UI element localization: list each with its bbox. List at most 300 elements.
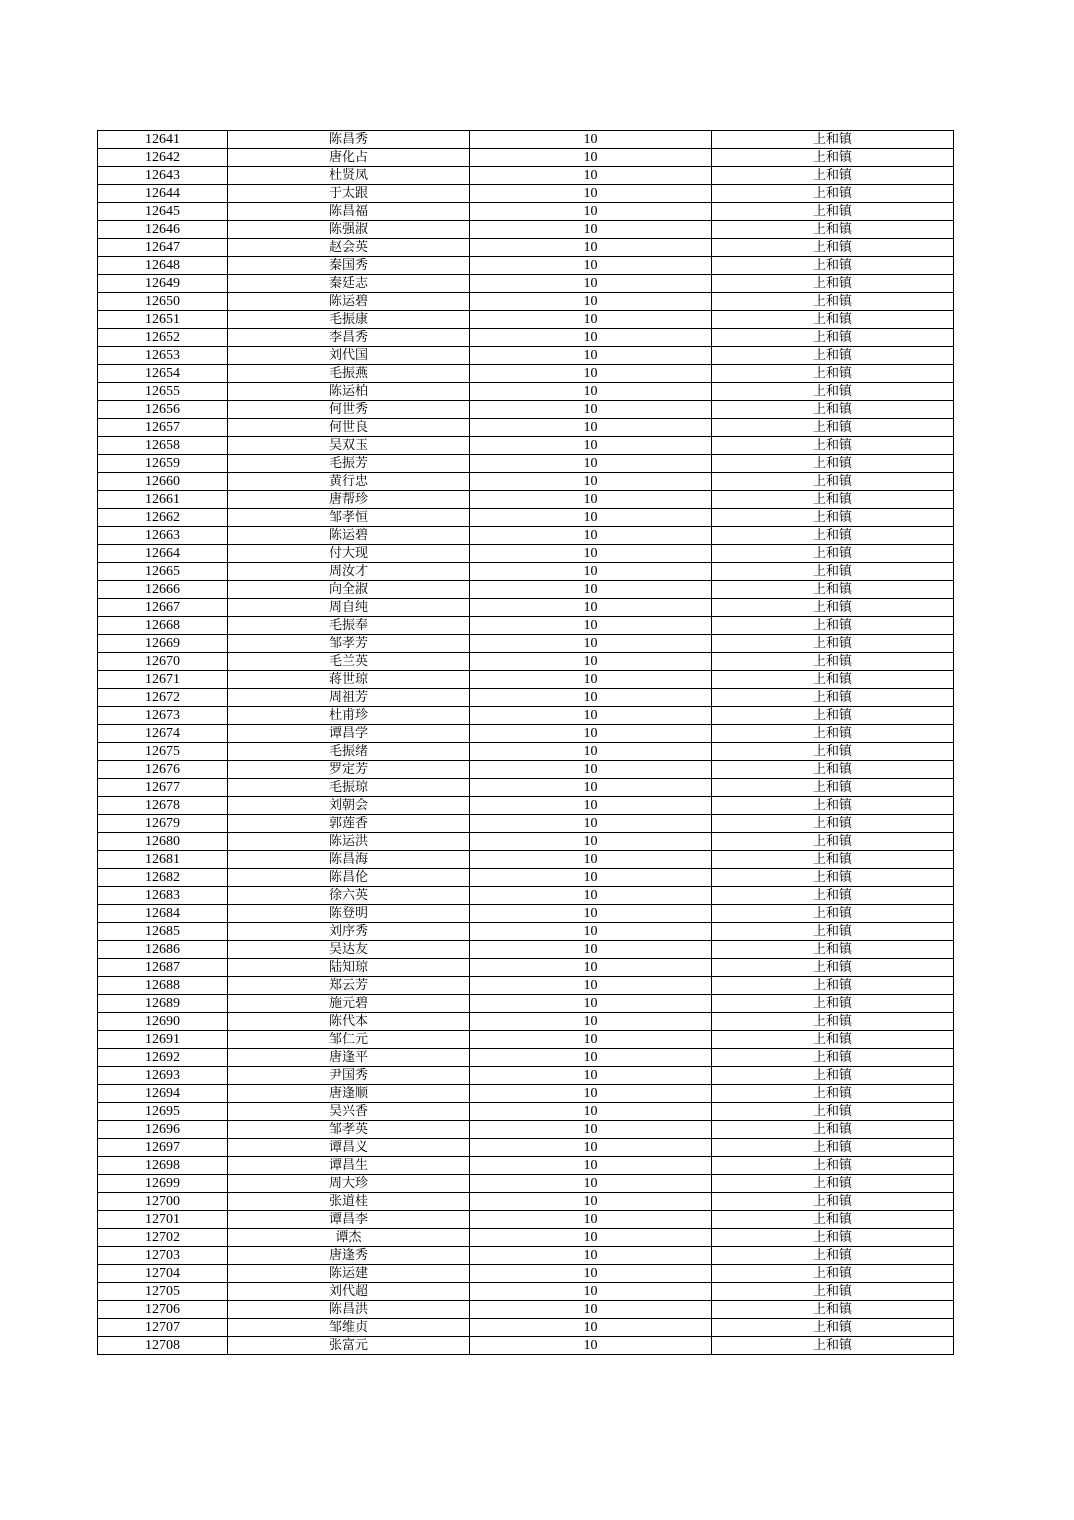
cell-town: 上和镇	[712, 1337, 954, 1355]
cell-name: 赵会英	[228, 239, 470, 257]
cell-town: 上和镇	[712, 635, 954, 653]
cell-amount: 10	[470, 923, 712, 941]
cell-id: 12658	[98, 437, 228, 455]
cell-id: 12651	[98, 311, 228, 329]
cell-name: 邹孝恒	[228, 509, 470, 527]
cell-amount: 10	[470, 707, 712, 725]
cell-amount: 10	[470, 833, 712, 851]
cell-town: 上和镇	[712, 491, 954, 509]
cell-amount: 10	[470, 671, 712, 689]
cell-amount: 10	[470, 1139, 712, 1157]
cell-id: 12700	[98, 1193, 228, 1211]
cell-name: 陈昌秀	[228, 131, 470, 149]
table-row	[98, 671, 954, 689]
cell-name: 郭莲香	[228, 815, 470, 833]
cell-town: 上和镇	[712, 1121, 954, 1139]
cell-amount: 10	[470, 1049, 712, 1067]
cell-town: 上和镇	[712, 815, 954, 833]
table-row	[98, 941, 954, 959]
cell-town: 上和镇	[712, 365, 954, 383]
cell-name: 唐逢平	[228, 1049, 470, 1067]
cell-name: 李昌秀	[228, 329, 470, 347]
cell-name: 邹孝芳	[228, 635, 470, 653]
cell-id: 12669	[98, 635, 228, 653]
cell-name: 施元碧	[228, 995, 470, 1013]
cell-name: 唐化占	[228, 149, 470, 167]
cell-name: 毛振奉	[228, 617, 470, 635]
cell-id: 12659	[98, 455, 228, 473]
cell-name: 何世秀	[228, 401, 470, 419]
cell-town: 上和镇	[712, 1031, 954, 1049]
cell-name: 陈昌海	[228, 851, 470, 869]
table-row	[98, 815, 954, 833]
cell-name: 何世良	[228, 419, 470, 437]
table-row	[98, 1247, 954, 1265]
cell-id: 12660	[98, 473, 228, 491]
cell-town: 上和镇	[712, 1229, 954, 1247]
cell-town: 上和镇	[712, 725, 954, 743]
cell-town: 上和镇	[712, 347, 954, 365]
cell-town: 上和镇	[712, 419, 954, 437]
cell-name: 毛兰英	[228, 653, 470, 671]
table-row	[98, 473, 954, 491]
cell-town: 上和镇	[712, 923, 954, 941]
cell-town: 上和镇	[712, 779, 954, 797]
cell-name: 刘代超	[228, 1283, 470, 1301]
cell-id: 12684	[98, 905, 228, 923]
table-row	[98, 797, 954, 815]
cell-town: 上和镇	[712, 977, 954, 995]
cell-name: 杜贤凤	[228, 167, 470, 185]
cell-amount: 10	[470, 311, 712, 329]
cell-amount: 10	[470, 347, 712, 365]
cell-name: 唐逢顺	[228, 1085, 470, 1103]
table-row	[98, 1157, 954, 1175]
cell-name: 唐帮珍	[228, 491, 470, 509]
cell-name: 陆知琼	[228, 959, 470, 977]
table-row	[98, 1049, 954, 1067]
cell-name: 周汝才	[228, 563, 470, 581]
cell-town: 上和镇	[712, 1067, 954, 1085]
cell-id: 12675	[98, 743, 228, 761]
cell-town: 上和镇	[712, 527, 954, 545]
cell-amount: 10	[470, 563, 712, 581]
cell-id: 12665	[98, 563, 228, 581]
cell-id: 12694	[98, 1085, 228, 1103]
cell-name: 谭昌生	[228, 1157, 470, 1175]
cell-id: 12674	[98, 725, 228, 743]
table-row	[98, 1103, 954, 1121]
table-row	[98, 1193, 954, 1211]
table-row	[98, 563, 954, 581]
cell-id: 12649	[98, 275, 228, 293]
cell-amount: 10	[470, 185, 712, 203]
cell-name: 吴兴香	[228, 1103, 470, 1121]
cell-town: 上和镇	[712, 1013, 954, 1031]
cell-town: 上和镇	[712, 473, 954, 491]
cell-id: 12689	[98, 995, 228, 1013]
cell-amount: 10	[470, 221, 712, 239]
table-row	[98, 401, 954, 419]
cell-amount: 10	[470, 779, 712, 797]
table-row	[98, 239, 954, 257]
cell-amount: 10	[470, 617, 712, 635]
cell-amount: 10	[470, 977, 712, 995]
cell-id: 12655	[98, 383, 228, 401]
cell-name: 刘代国	[228, 347, 470, 365]
cell-id: 12646	[98, 221, 228, 239]
cell-town: 上和镇	[712, 311, 954, 329]
cell-town: 上和镇	[712, 1211, 954, 1229]
cell-id: 12643	[98, 167, 228, 185]
cell-id: 12691	[98, 1031, 228, 1049]
cell-amount: 10	[470, 1013, 712, 1031]
cell-name: 陈强淑	[228, 221, 470, 239]
cell-name: 刘朝会	[228, 797, 470, 815]
cell-town: 上和镇	[712, 905, 954, 923]
table-row	[98, 977, 954, 995]
cell-name: 陈昌洪	[228, 1301, 470, 1319]
table-row	[98, 275, 954, 293]
table-row	[98, 923, 954, 941]
cell-id: 12685	[98, 923, 228, 941]
cell-town: 上和镇	[712, 383, 954, 401]
cell-name: 谭昌学	[228, 725, 470, 743]
cell-id: 12668	[98, 617, 228, 635]
cell-amount: 10	[470, 293, 712, 311]
cell-town: 上和镇	[712, 743, 954, 761]
cell-id: 12678	[98, 797, 228, 815]
cell-name: 周大珍	[228, 1175, 470, 1193]
cell-amount: 10	[470, 203, 712, 221]
cell-name: 陈昌福	[228, 203, 470, 221]
cell-town: 上和镇	[712, 959, 954, 977]
cell-id: 12673	[98, 707, 228, 725]
cell-name: 付大现	[228, 545, 470, 563]
cell-name: 邹维贞	[228, 1319, 470, 1337]
cell-amount: 10	[470, 725, 712, 743]
cell-town: 上和镇	[712, 1157, 954, 1175]
table-row	[98, 419, 954, 437]
cell-town: 上和镇	[712, 509, 954, 527]
cell-amount: 10	[470, 257, 712, 275]
cell-name: 向全淑	[228, 581, 470, 599]
table-row	[98, 725, 954, 743]
cell-id: 12677	[98, 779, 228, 797]
cell-amount: 10	[470, 689, 712, 707]
cell-id: 12679	[98, 815, 228, 833]
cell-id: 12642	[98, 149, 228, 167]
table-row	[98, 545, 954, 563]
cell-town: 上和镇	[712, 1139, 954, 1157]
cell-name: 张道桂	[228, 1193, 470, 1211]
cell-amount: 10	[470, 437, 712, 455]
cell-town: 上和镇	[712, 851, 954, 869]
table-row	[98, 185, 954, 203]
cell-town: 上和镇	[712, 707, 954, 725]
cell-id: 12672	[98, 689, 228, 707]
cell-amount: 10	[470, 1265, 712, 1283]
cell-town: 上和镇	[712, 1265, 954, 1283]
table-row	[98, 1139, 954, 1157]
table-row	[98, 1121, 954, 1139]
cell-id: 12666	[98, 581, 228, 599]
cell-id: 12687	[98, 959, 228, 977]
cell-amount: 10	[470, 941, 712, 959]
cell-town: 上和镇	[712, 293, 954, 311]
cell-town: 上和镇	[712, 1193, 954, 1211]
cell-name: 毛振琼	[228, 779, 470, 797]
cell-amount: 10	[470, 887, 712, 905]
cell-name: 毛振芳	[228, 455, 470, 473]
cell-name: 杜甫珍	[228, 707, 470, 725]
table-row	[98, 1301, 954, 1319]
cell-town: 上和镇	[712, 797, 954, 815]
cell-amount: 10	[470, 905, 712, 923]
cell-id: 12705	[98, 1283, 228, 1301]
cell-name: 陈运碧	[228, 293, 470, 311]
table-row	[98, 221, 954, 239]
cell-amount: 10	[470, 1319, 712, 1337]
table-row	[98, 851, 954, 869]
cell-id: 12686	[98, 941, 228, 959]
cell-town: 上和镇	[712, 203, 954, 221]
table-row	[98, 491, 954, 509]
cell-town: 上和镇	[712, 581, 954, 599]
table-row	[98, 833, 954, 851]
cell-name: 谭杰	[228, 1229, 470, 1247]
cell-town: 上和镇	[712, 1283, 954, 1301]
table-row	[98, 1175, 954, 1193]
cell-town: 上和镇	[712, 761, 954, 779]
cell-amount: 10	[470, 851, 712, 869]
cell-town: 上和镇	[712, 1103, 954, 1121]
cell-id: 12701	[98, 1211, 228, 1229]
cell-id: 12698	[98, 1157, 228, 1175]
cell-id: 12697	[98, 1139, 228, 1157]
cell-amount: 10	[470, 599, 712, 617]
table-row	[98, 635, 954, 653]
cell-name: 陈昌伦	[228, 869, 470, 887]
cell-id: 12704	[98, 1265, 228, 1283]
cell-id: 12707	[98, 1319, 228, 1337]
cell-town: 上和镇	[712, 185, 954, 203]
table-row	[98, 869, 954, 887]
cell-amount: 10	[470, 1031, 712, 1049]
cell-amount: 10	[470, 1337, 712, 1355]
cell-town: 上和镇	[712, 329, 954, 347]
cell-amount: 10	[470, 491, 712, 509]
cell-amount: 10	[470, 1157, 712, 1175]
cell-id: 12670	[98, 653, 228, 671]
cell-id: 12688	[98, 977, 228, 995]
table-row	[98, 1283, 954, 1301]
data-table	[97, 130, 954, 1355]
cell-town: 上和镇	[712, 149, 954, 167]
cell-id: 12676	[98, 761, 228, 779]
cell-town: 上和镇	[712, 221, 954, 239]
cell-town: 上和镇	[712, 653, 954, 671]
cell-amount: 10	[470, 509, 712, 527]
cell-town: 上和镇	[712, 239, 954, 257]
table-row	[98, 707, 954, 725]
cell-amount: 10	[470, 1085, 712, 1103]
cell-id: 12647	[98, 239, 228, 257]
cell-town: 上和镇	[712, 131, 954, 149]
table-body	[98, 131, 954, 1355]
cell-id: 12696	[98, 1121, 228, 1139]
cell-amount: 10	[470, 419, 712, 437]
cell-amount: 10	[470, 743, 712, 761]
cell-id: 12653	[98, 347, 228, 365]
table-row	[98, 905, 954, 923]
cell-amount: 10	[470, 995, 712, 1013]
cell-amount: 10	[470, 815, 712, 833]
cell-name: 郑云芳	[228, 977, 470, 995]
cell-town: 上和镇	[712, 599, 954, 617]
table-row	[98, 257, 954, 275]
table-row	[98, 887, 954, 905]
cell-amount: 10	[470, 275, 712, 293]
table-row	[98, 311, 954, 329]
cell-amount: 10	[470, 653, 712, 671]
cell-amount: 10	[470, 761, 712, 779]
cell-id: 12708	[98, 1337, 228, 1355]
table-row	[98, 599, 954, 617]
cell-name: 周祖芳	[228, 689, 470, 707]
table-row	[98, 203, 954, 221]
cell-id: 12661	[98, 491, 228, 509]
cell-id: 12648	[98, 257, 228, 275]
cell-name: 于太跟	[228, 185, 470, 203]
cell-id: 12671	[98, 671, 228, 689]
cell-amount: 10	[470, 1247, 712, 1265]
table-row	[98, 995, 954, 1013]
cell-town: 上和镇	[712, 1049, 954, 1067]
cell-town: 上和镇	[712, 941, 954, 959]
cell-amount: 10	[470, 1211, 712, 1229]
table-row	[98, 761, 954, 779]
table-row	[98, 293, 954, 311]
cell-town: 上和镇	[712, 671, 954, 689]
cell-amount: 10	[470, 635, 712, 653]
cell-amount: 10	[470, 869, 712, 887]
cell-name: 秦国秀	[228, 257, 470, 275]
cell-amount: 10	[470, 1175, 712, 1193]
table-row	[98, 347, 954, 365]
table-row	[98, 1031, 954, 1049]
cell-amount: 10	[470, 581, 712, 599]
cell-name: 毛振绪	[228, 743, 470, 761]
cell-town: 上和镇	[712, 437, 954, 455]
cell-id: 12650	[98, 293, 228, 311]
table-row	[98, 437, 954, 455]
cell-amount: 10	[470, 1283, 712, 1301]
cell-amount: 10	[470, 797, 712, 815]
cell-name: 邹仁元	[228, 1031, 470, 1049]
cell-name: 吴双玉	[228, 437, 470, 455]
cell-town: 上和镇	[712, 257, 954, 275]
cell-id: 12681	[98, 851, 228, 869]
cell-name: 谭昌李	[228, 1211, 470, 1229]
cell-name: 陈运柏	[228, 383, 470, 401]
cell-name: 邹孝英	[228, 1121, 470, 1139]
cell-id: 12692	[98, 1049, 228, 1067]
cell-town: 上和镇	[712, 401, 954, 419]
cell-town: 上和镇	[712, 167, 954, 185]
cell-name: 谭昌义	[228, 1139, 470, 1157]
table-row	[98, 131, 954, 149]
table-row	[98, 527, 954, 545]
cell-name: 陈运碧	[228, 527, 470, 545]
cell-amount: 10	[470, 401, 712, 419]
cell-town: 上和镇	[712, 545, 954, 563]
cell-name: 唐逢秀	[228, 1247, 470, 1265]
cell-amount: 10	[470, 959, 712, 977]
table-row	[98, 653, 954, 671]
cell-name: 蒋世琼	[228, 671, 470, 689]
cell-name: 陈登明	[228, 905, 470, 923]
cell-id: 12683	[98, 887, 228, 905]
cell-name: 陈运洪	[228, 833, 470, 851]
cell-amount: 10	[470, 167, 712, 185]
table-row	[98, 581, 954, 599]
cell-amount: 10	[470, 1301, 712, 1319]
cell-amount: 10	[470, 527, 712, 545]
cell-town: 上和镇	[712, 689, 954, 707]
cell-amount: 10	[470, 1103, 712, 1121]
table-row	[98, 1265, 954, 1283]
cell-id: 12652	[98, 329, 228, 347]
cell-id: 12663	[98, 527, 228, 545]
cell-name: 张富元	[228, 1337, 470, 1355]
cell-id: 12693	[98, 1067, 228, 1085]
cell-amount: 10	[470, 383, 712, 401]
cell-amount: 10	[470, 365, 712, 383]
cell-town: 上和镇	[712, 563, 954, 581]
cell-name: 徐六英	[228, 887, 470, 905]
cell-town: 上和镇	[712, 1085, 954, 1103]
cell-town: 上和镇	[712, 275, 954, 293]
cell-id: 12667	[98, 599, 228, 617]
cell-town: 上和镇	[712, 1301, 954, 1319]
table-row	[98, 383, 954, 401]
cell-id: 12641	[98, 131, 228, 149]
cell-amount: 10	[470, 239, 712, 257]
cell-id: 12664	[98, 545, 228, 563]
cell-name: 周自纯	[228, 599, 470, 617]
table-row	[98, 1067, 954, 1085]
cell-amount: 10	[470, 149, 712, 167]
cell-id: 12654	[98, 365, 228, 383]
cell-name: 罗定芳	[228, 761, 470, 779]
cell-name: 毛振康	[228, 311, 470, 329]
cell-town: 上和镇	[712, 995, 954, 1013]
cell-id: 12695	[98, 1103, 228, 1121]
cell-id: 12657	[98, 419, 228, 437]
cell-name: 陈运建	[228, 1265, 470, 1283]
table-row	[98, 743, 954, 761]
table-row	[98, 959, 954, 977]
cell-town: 上和镇	[712, 869, 954, 887]
table-row	[98, 689, 954, 707]
cell-amount: 10	[470, 1193, 712, 1211]
cell-id: 12690	[98, 1013, 228, 1031]
table-row	[98, 1319, 954, 1337]
cell-id: 12703	[98, 1247, 228, 1265]
cell-amount: 10	[470, 455, 712, 473]
cell-id: 12699	[98, 1175, 228, 1193]
